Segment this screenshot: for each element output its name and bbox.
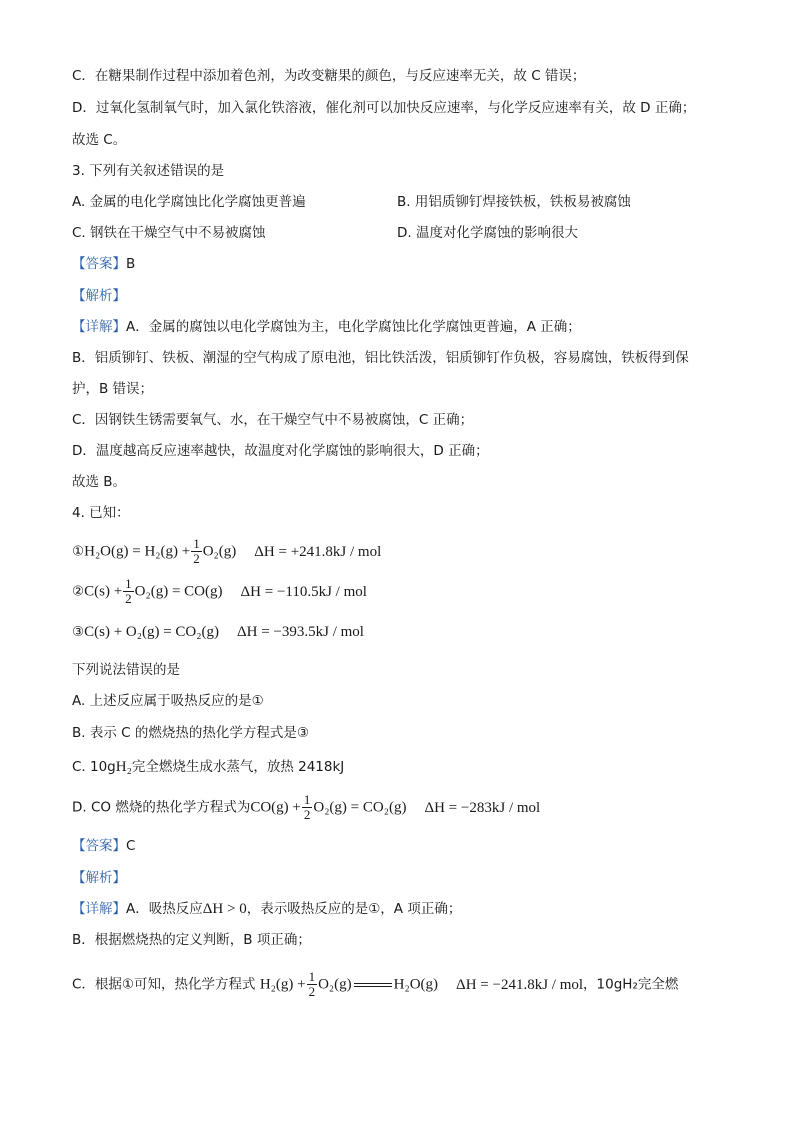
q3-detail-a: 【详解】A．金属的腐蚀以电化学腐蚀为主，电化学腐蚀比化学腐蚀更普遍，A 正确； — [72, 319, 581, 335]
answer-tag: 【答案】 — [72, 256, 126, 272]
detail-tag: 【详解】 — [72, 319, 126, 335]
q3-detail-d: D．温度越高反应速率越快，故温度对化学腐蚀的影响很大，D 正确； — [72, 443, 489, 459]
q3-detail-b2: 护，B 错误； — [72, 381, 154, 397]
q2-conclusion: 故选 C。 — [72, 132, 127, 148]
q3-analysis-tag: 【解析】 — [72, 288, 126, 304]
q2-option-c-explanation: C．在糖果制作过程中添加着色剂，为改变糖果的颜色，与反应速率无关，故 C 错误； — [72, 68, 586, 84]
q4-analysis-tag: 【解析】 — [72, 870, 126, 886]
q3-stem: 3. 下列有关叙述错误的是 — [72, 163, 225, 179]
q4-detail-b: B．根据燃烧热的定义判断，B 项正确； — [72, 932, 311, 948]
q4-detail-c: C．根据①可知，热化学方程式 H₂(g) + $\frac{1}{2}$ O₂(g) H₂O(g) ΔH = −241.8kJ / mol，10gH₂完全燃 — [72, 969, 679, 999]
q3-option-a: A. 金属的电化学腐蚀比化学腐蚀更普遍 — [72, 194, 306, 210]
q4-equation-1: ①H₂O(g) = H₂(g) + $\frac{1}{2}$ O₂(g) ΔH = +241.8kJ / mol — [72, 536, 382, 566]
q4-option-a: A. 上述反应属于吸热反应的是① — [72, 693, 264, 709]
q3-answer: 【答案】B — [72, 256, 136, 272]
q3-option-b: B. 用铝质铆钉焊接铁板，铁板易被腐蚀 — [397, 194, 631, 210]
q4-detail-a: 【详解】A．吸热反应ΔH > 0，表示吸热反应的是①，A 项正确； — [72, 901, 462, 917]
q4-equation-2: ②C(s) + $\frac{1}{2}$ O₂(g) = CO(g) ΔH = −110.5kJ / mol — [72, 576, 367, 606]
q2-option-d-explanation: D．过氧化氢制氧气时，加入氯化铁溶液，催化剂可以加快反应速率，与化学反应速率有关，故 D 正确； — [72, 100, 696, 116]
q4-question: 下列说法错误的是 — [72, 662, 180, 678]
q4-option-b: B. 表示 C 的燃烧热的热化学方程式是③ — [72, 725, 309, 741]
q3-option-d: D. 温度对化学腐蚀的影响很大 — [397, 225, 578, 241]
q3-option-c: C. 钢铁在干燥空气中不易被腐蚀 — [72, 225, 266, 241]
q4-option-c: C. 10gH₂完全燃烧生成水蒸气，放热 2418kJ — [72, 759, 345, 775]
q4-option-d: D. CO 燃烧的热化学方程式为CO(g) + $\frac{1}{2}$ O₂(g) = CO₂(g) ΔH = −283kJ / mol — [72, 792, 541, 822]
q4-answer: 【答案】C — [72, 838, 136, 854]
q3-detail-b1: B．铝质铆钉、铁板、潮湿的空气构成了原电池，铝比铁活泼，铝质铆钉作负极，容易腐蚀，铁板得到保 — [72, 350, 689, 366]
q4-stem: 4. 已知： — [72, 505, 130, 521]
q3-conclusion: 故选 B。 — [72, 474, 127, 490]
q3-detail-c: C．因钢铁生锈需要氧气、水，在干燥空气中不易被腐蚀，C 正确； — [72, 412, 474, 428]
q4-equation-3: ③C(s) + O₂(g) = CO₂(g) ΔH = −393.5kJ / mol — [72, 624, 364, 640]
equals-arrow — [354, 983, 392, 987]
